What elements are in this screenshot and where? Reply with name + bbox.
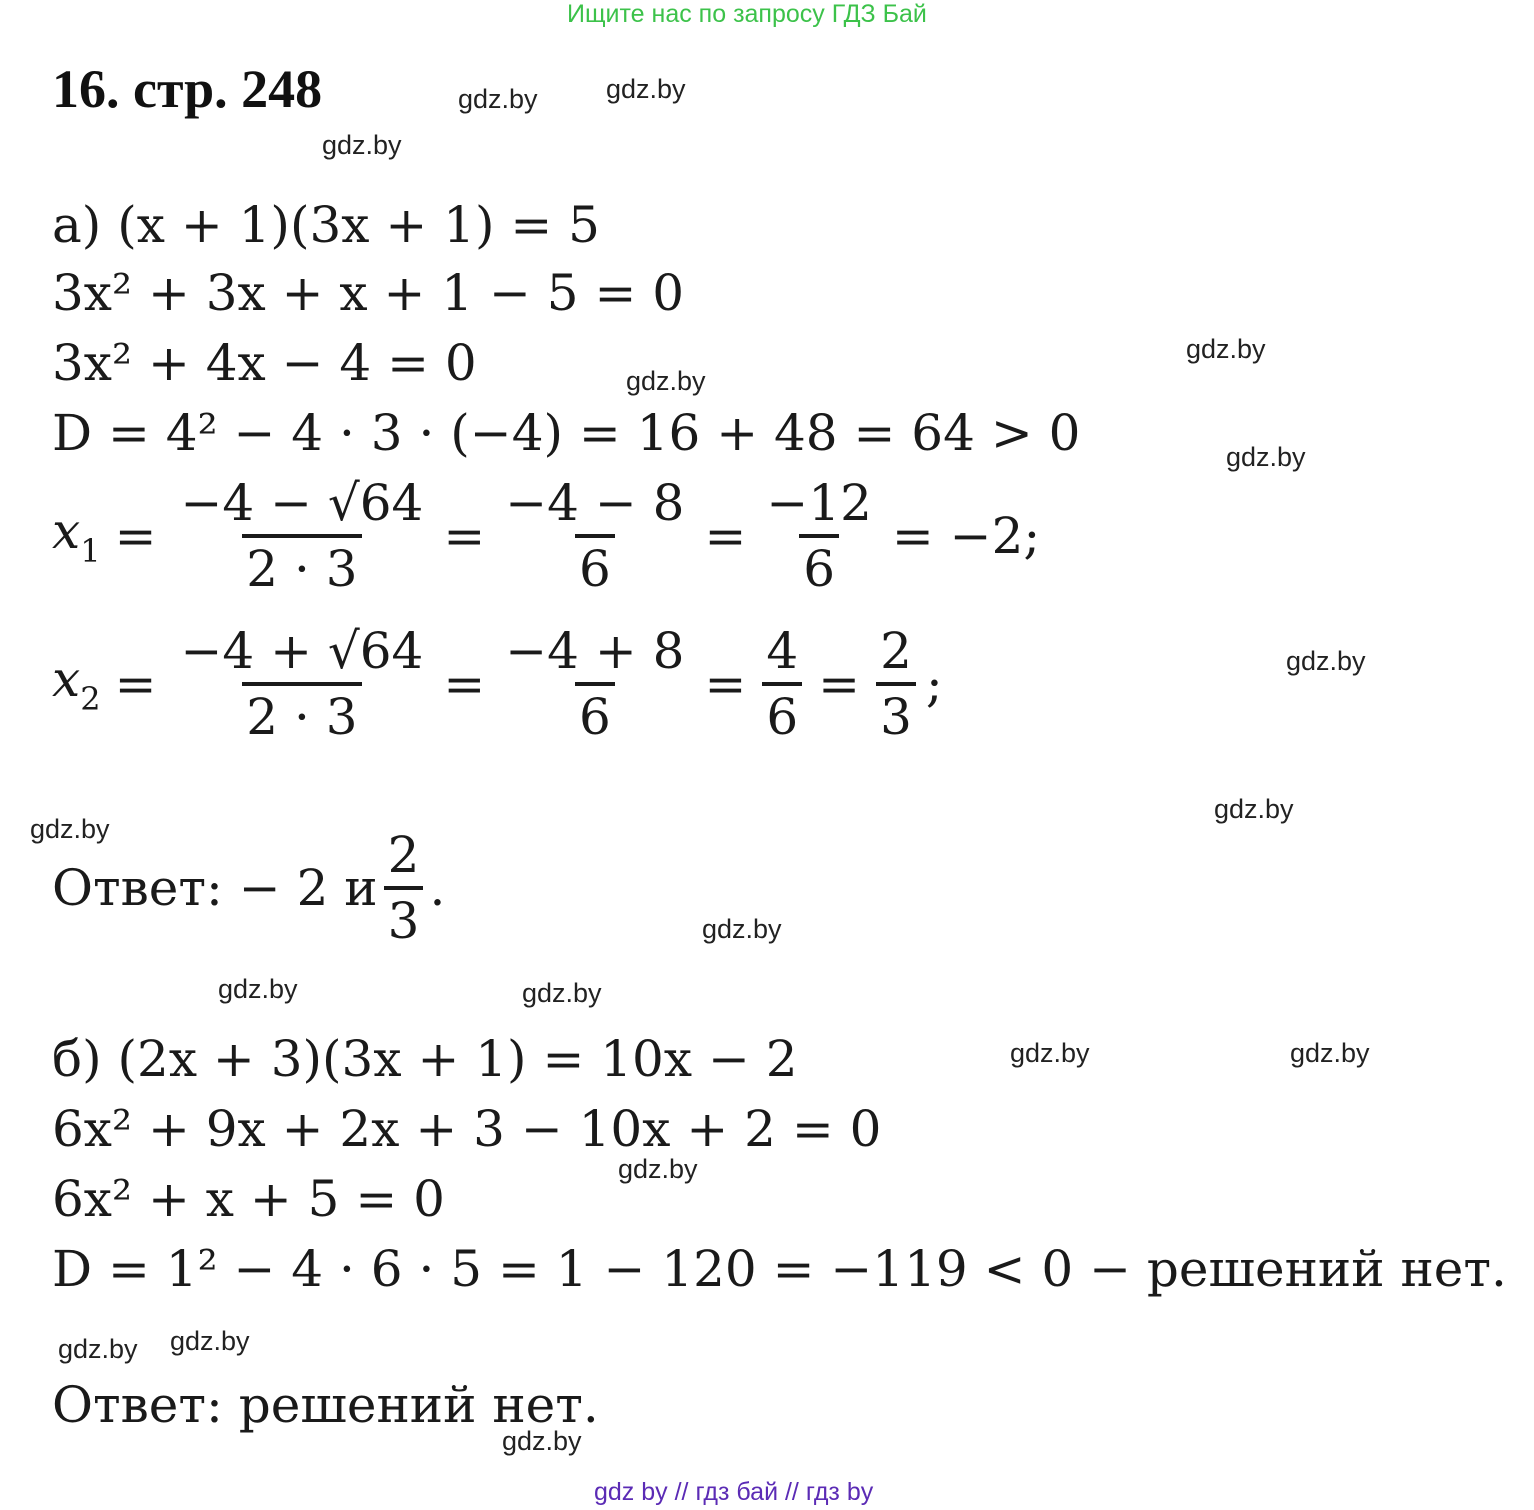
part-a-line1: 3x² + 3x + x + 1 − 5 = 0: [52, 264, 685, 322]
watermark: gdz.by: [626, 366, 706, 396]
x1-symbol: $x_1$: [52, 501, 101, 570]
x1-fraction-3: $\frac{-12}{6}$: [766, 474, 872, 598]
watermark: gdz.by: [30, 814, 110, 844]
watermark: gdz.by: [1226, 442, 1306, 472]
part-b-line1: 6x² + 9x + 2x + 3 − 10x + 2 = 0: [52, 1100, 882, 1158]
part-b-line2: 6x² + x + 5 = 0: [52, 1170, 445, 1228]
site-banner[interactable]: Ищите нас по запросу ГДЗ Бай: [567, 0, 927, 28]
watermark: gdz.by: [1186, 334, 1266, 364]
x2-fraction-2: $\frac{-4 + 8}{6}$: [505, 622, 685, 746]
part-b-discriminant: D = 1² − 4 · 6 · 5 = 1 − 120 = −119 < 0 − решений нет.: [52, 1240, 1507, 1298]
part-a-label: а): [52, 196, 102, 254]
part-a-x1: $x_1$ = $\frac{-4 - √64}{2 \cdot 3}$ = $\frac{-4 - 8}{6}$ = $\frac{-12}{6}$ = −2;: [52, 474, 1041, 598]
x1-result: = −2;: [891, 507, 1041, 565]
answer-fraction: $\frac{2}{3}$: [384, 830, 424, 946]
part-b-answer: Ответ: решений нет.: [52, 1376, 599, 1434]
part-a-discriminant: D = 4² − 4 · 3 · (−4) = 16 + 48 = 64 > 0: [52, 404, 1081, 462]
part-a-x2: $x_2$ = $\frac{-4 + √64}{2 \cdot 3}$ = $\frac{-4 + 8}{6}$ = $\frac{4}{6}$ = $\frac{2}{3}$ ;: [52, 622, 943, 746]
part-a-answer-text: Ответ: − 2 и: [52, 859, 378, 917]
watermark: gdz.by: [702, 914, 782, 944]
part-b-eq: (2x + 3)(3x + 1) = 10x − 2: [117, 1030, 798, 1088]
exercise-heading: 16. стр. 248: [52, 59, 323, 119]
footer-links[interactable]: gdz by // гдз бай // гдз by: [594, 1478, 874, 1506]
watermark: gdz.by: [522, 978, 602, 1008]
watermark: gdz.by: [1290, 1038, 1370, 1068]
x1-fraction-2: $\frac{-4 - 8}{6}$: [505, 474, 685, 598]
watermark: gdz.by: [1286, 646, 1366, 676]
part-a-equation: [52, 196, 600, 254]
part-a-answer: [52, 826, 446, 950]
part-a-line2: 3x² + 4x − 4 = 0: [52, 334, 477, 392]
x2-fraction-3: $\frac{4}{6}$: [762, 626, 802, 742]
watermark: gdz.by: [606, 74, 686, 104]
watermark: gdz.by: [502, 1426, 582, 1456]
part-b-equation: [52, 1030, 798, 1088]
watermark: gdz.by: [322, 130, 402, 160]
part-b-label: б): [52, 1030, 102, 1088]
watermark: gdz.by: [218, 974, 298, 1004]
watermark: gdz.by: [458, 84, 538, 114]
watermark: gdz.by: [170, 1326, 250, 1356]
x2-fraction-1: $\frac{-4 + √64}{2 \cdot 3}$: [180, 622, 424, 746]
x2-fraction-4: $\frac{2}{3}$: [876, 626, 916, 742]
part-a-eq: (x + 1)(3x + 1) = 5: [117, 196, 600, 254]
watermark: gdz.by: [618, 1154, 698, 1184]
watermark: gdz.by: [58, 1334, 138, 1364]
x1-fraction-1: $\frac{-4 - √64}{2 \cdot 3}$: [180, 474, 424, 598]
watermark: gdz.by: [1214, 794, 1294, 824]
watermark: gdz.by: [1010, 1038, 1090, 1068]
answer-period: .: [429, 859, 446, 917]
x2-symbol: $x_2$: [52, 649, 101, 718]
